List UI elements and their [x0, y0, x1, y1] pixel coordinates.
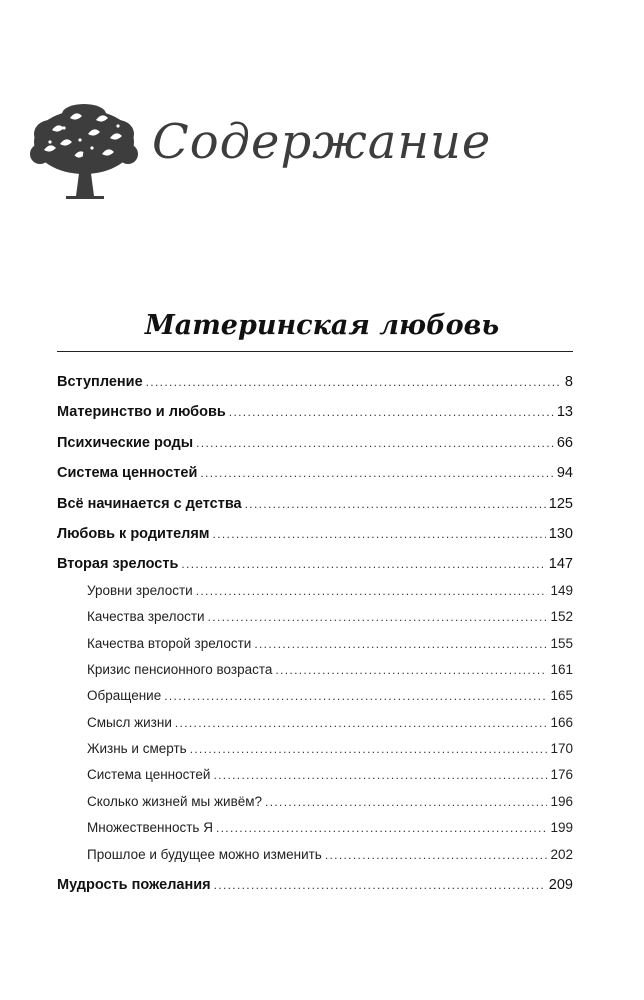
dot-leader [229, 405, 554, 419]
toc-subentry[interactable] [57, 847, 573, 873]
toc-subentry[interactable] [57, 636, 573, 662]
toc-subentry[interactable] [57, 688, 573, 714]
dot-leader [200, 466, 554, 480]
page-title: Содержание [152, 114, 492, 170]
dot-leader [164, 689, 547, 703]
toc-subentry[interactable] [57, 767, 573, 793]
toc-entry-title: Любовь к родителям [57, 525, 210, 542]
dot-leader [213, 768, 547, 782]
toc-entry-title: Смысл жизни [87, 714, 172, 730]
dot-leader [146, 375, 562, 389]
toc-entry-page: 199 [550, 820, 573, 836]
tree-icon [30, 104, 138, 200]
toc-entry-page: 94 [556, 465, 573, 482]
toc-entry-page: 125 [548, 495, 573, 512]
toc-entry-page: 165 [550, 688, 573, 704]
toc-subentry[interactable] [57, 741, 573, 767]
toc-entry-page: 196 [550, 793, 573, 809]
toc-entry-title: Сколько жизней мы живём? [87, 793, 263, 809]
toc-entry-title: Психические роды [57, 434, 194, 451]
toc-entry-page: 130 [548, 525, 573, 542]
toc-entry-page: 166 [550, 714, 573, 730]
toc-subentry[interactable] [57, 583, 573, 609]
toc-entry-title: Множественность Я [87, 820, 213, 836]
toc-entry-title: Обращение [87, 688, 162, 704]
dot-leader [196, 436, 554, 450]
toc-subentry[interactable] [57, 662, 573, 688]
toc-entry-title: Материнство и любовь [57, 404, 226, 421]
table-of-contents [57, 374, 573, 903]
toc-entry-title: Кризис пенсионного возраста [87, 661, 273, 677]
toc-entry[interactable] [57, 435, 573, 461]
section-divider [57, 351, 573, 352]
page-header [30, 96, 590, 206]
section-title: Материнская любовь [144, 310, 500, 341]
dot-leader [175, 716, 548, 730]
dot-leader [275, 663, 547, 677]
dot-leader [214, 878, 546, 892]
toc-entry-title: Вторая зрелость [57, 556, 179, 573]
dot-leader [213, 527, 546, 541]
toc-entry[interactable] [57, 404, 573, 430]
dot-leader [245, 497, 546, 511]
toc-entry[interactable] [57, 526, 573, 552]
toc-entry-page: 66 [556, 434, 573, 451]
toc-subentry[interactable] [57, 794, 573, 820]
dot-leader [254, 637, 547, 651]
toc-entry[interactable] [57, 496, 573, 522]
toc-entry-page: 202 [550, 846, 573, 862]
dot-leader [265, 795, 547, 809]
dot-leader [325, 848, 548, 862]
toc-entry-page: 170 [550, 741, 573, 757]
toc-subentry[interactable] [57, 715, 573, 741]
toc-entry-page: 161 [550, 661, 573, 677]
toc-entry-title: Вступление [57, 374, 143, 390]
toc-entry-title: Качества второй зрелости [87, 635, 252, 651]
dot-leader [190, 742, 548, 756]
toc-entry-title: Система ценностей [87, 767, 211, 783]
toc-entry[interactable] [57, 877, 573, 903]
toc-entry-title: Всё начинается с детства [57, 495, 242, 512]
dot-leader [196, 584, 548, 598]
toc-entry-title: Прошлое и будущее можно изменить [87, 846, 322, 862]
toc-entry-page: 8 [564, 374, 573, 390]
toc-entry[interactable] [57, 556, 573, 582]
toc-entry-page: 152 [550, 609, 573, 625]
toc-entry-title: Жизнь и смерть [87, 741, 187, 757]
dot-leader [181, 557, 545, 571]
toc-entry-page: 147 [548, 556, 573, 573]
toc-entry[interactable] [57, 465, 573, 491]
toc-entry-title: Мудрость пожелания [57, 877, 211, 894]
toc-entry-title: Уровни зрелости [87, 582, 193, 598]
toc-entry-page: 13 [556, 404, 573, 421]
toc-entry-page: 209 [548, 877, 573, 894]
toc-entry[interactable] [57, 374, 573, 400]
toc-subentry[interactable] [57, 820, 573, 846]
dot-leader [208, 610, 548, 624]
toc-entry-title: Система ценностей [57, 465, 198, 482]
toc-entry-page: 176 [550, 767, 573, 783]
toc-entry-page: 155 [550, 635, 573, 651]
toc-subentry[interactable] [57, 609, 573, 635]
dot-leader [216, 821, 548, 835]
toc-entry-title: Качества зрелости [87, 609, 205, 625]
toc-entry-page: 149 [550, 582, 573, 598]
